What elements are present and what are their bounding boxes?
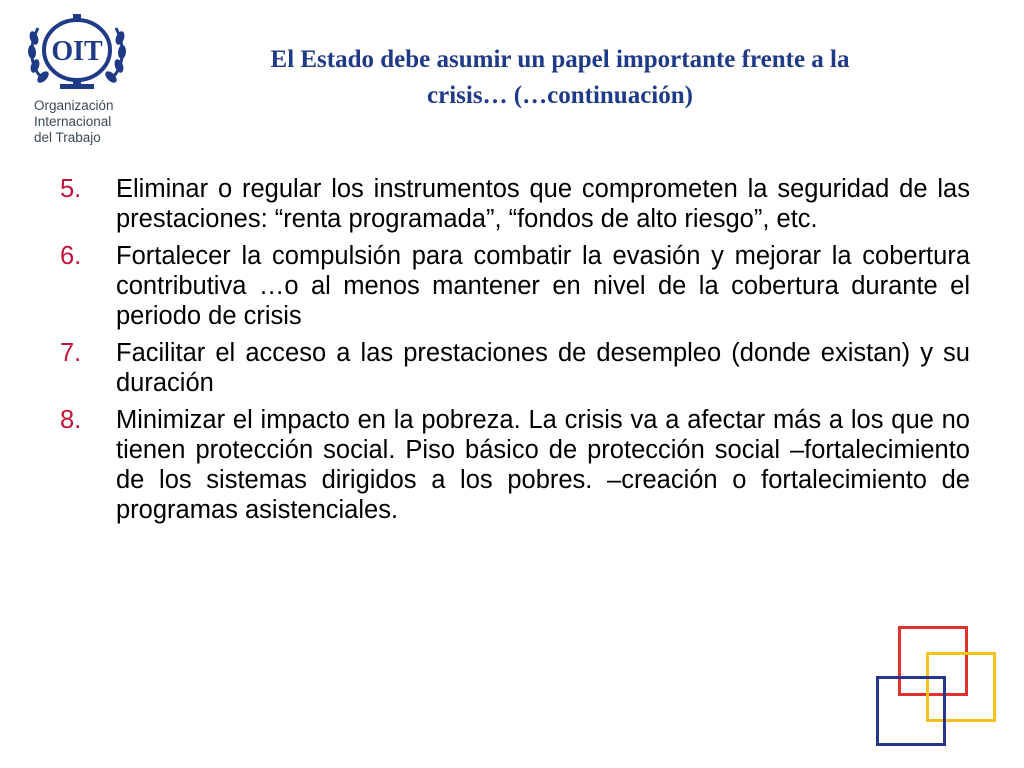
slide-title-line-2: crisis… (…continuación)	[427, 82, 693, 109]
slide-title	[150, 42, 970, 114]
measures-list	[60, 174, 970, 532]
list-item-text: Facilitar el acceso a las prestaciones de desempleo (donde existan) y su duración	[116, 339, 970, 397]
blue-square	[876, 676, 946, 746]
list-item-text: Eliminar o regular los instrumentos que comprometen la seguridad de las prestaciones: “renta programada”, “fondos de alto riesgo”, etc.	[116, 175, 970, 233]
org-name-line-1: Organización	[34, 98, 114, 113]
organization-name	[34, 98, 144, 146]
org-name-line-3: del Trabajo	[34, 130, 101, 145]
list-item-number: 6.	[60, 242, 82, 270]
list-item-text: Fortalecer la compulsión para combatir la evasión y mejorar la cobertura contributiva …o al menos mantener en nivel de la cobertura durante el periodo de crisis	[116, 242, 970, 330]
logo-acronym: OIT	[51, 36, 103, 67]
decorative-squares	[870, 620, 1010, 760]
list-item	[60, 405, 970, 525]
org-name-line-2: Internacional	[34, 114, 112, 129]
slide-title-line-1: El Estado debe asumir un papel importante frente a la	[270, 46, 850, 73]
list-item	[60, 174, 970, 234]
list-item-text: Minimizar el impacto en la pobreza. La crisis va a afectar más a los que no tienen protección social. Piso básico de protección social –fortalecimiento de los sistemas dirigidos a los pobres. –creación o fortalecimiento de programas asistenciales.	[116, 406, 970, 524]
list-item-number: 8.	[60, 406, 82, 434]
list-item-number: 7.	[60, 339, 82, 367]
ilo-emblem-icon	[22, 10, 132, 95]
list-item	[60, 338, 970, 398]
list-item-number: 5.	[60, 175, 82, 203]
list-item	[60, 241, 970, 331]
